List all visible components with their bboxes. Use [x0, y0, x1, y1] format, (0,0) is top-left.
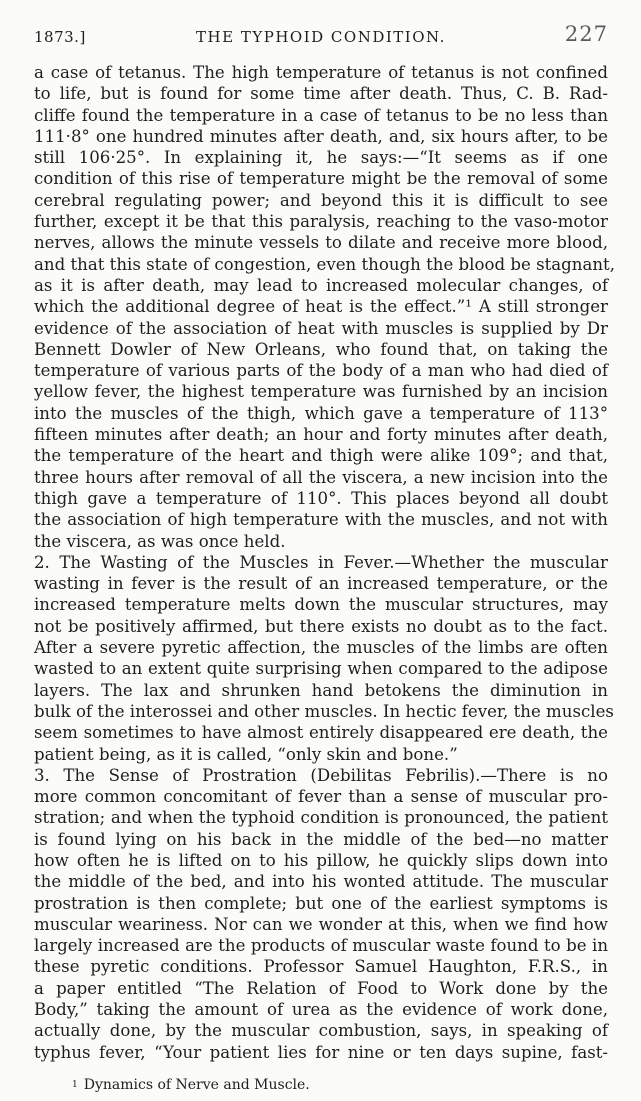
text-line: temperature of various parts of the body of a man who had died of — [34, 361, 608, 381]
text-line: not be positively affirmed, but there exists no doubt as to the fact. — [34, 616, 608, 636]
text-line: Body,” taking the amount of urea as the evidence of work done, — [34, 1000, 608, 1020]
text-line: Bennett Dowler of New Orleans, who found that, on taking the — [34, 339, 608, 359]
text-line: the middle of the bed, and into his wonted attitude. The muscular — [34, 872, 608, 892]
running-head — [34, 22, 608, 52]
text-line: thigh gave a temperature of 110°. This places beyond all doubt — [34, 488, 608, 508]
text-line: bulk of the interossei and other muscles. In hectic fever, the muscles — [34, 701, 614, 721]
text-line: 2. The Wasting of the Muscles in Fever.—Whether the muscular — [34, 552, 608, 572]
text-line: a case of tetanus. The high temperature of tetanus is not confined — [34, 63, 608, 82]
text-line: three hours after removal of all the viscera, a new incision into the — [34, 467, 608, 487]
text-line: cerebral regulating power; and beyond this it is difficult to see — [34, 190, 608, 210]
text-line: cliffe found the temperature in a case of tetanus to be no less than — [34, 105, 608, 125]
text-line: to life, but is found for some time after death. Thus, C. B. Rad- — [34, 84, 608, 104]
text-line: fifteen minutes after death; an hour and forty minutes after death, — [34, 425, 608, 445]
text-line: 3. The Sense of Prostration (Debilitas Febrilis).—There is no — [34, 765, 608, 785]
text-line: 111·8° one hundred minutes after death, and, six hours after, to be — [34, 126, 608, 146]
text-line: a paper entitled “The Relation of Food to Work done by the — [34, 978, 608, 998]
text-line: increased temperature melts down the muscular structures, may — [34, 595, 608, 615]
footnote — [34, 1076, 608, 1094]
text-line: actually done, by the muscular combustion, says, in speaking of — [34, 1021, 608, 1041]
text-line: evidence of the association of heat with muscles is supplied by Dr — [34, 318, 608, 338]
text-line: further, except it be that this paralysis, reaching to the vaso-motor — [34, 212, 608, 232]
text-line: the viscera, as was once held. — [34, 531, 286, 551]
text-line: these pyretic conditions. Professor Samuel Haughton, F.R.S., in — [34, 957, 608, 977]
text-line: seem sometimes to have almost entirely disappeared ere death, the — [34, 723, 608, 743]
text-line: stration; and when the typhoid condition is pronounced, the patient — [34, 808, 608, 828]
text-line: yellow fever, the highest temperature was furnished by an incision — [34, 382, 608, 402]
text-line: more common concomitant of fever than a sense of muscular pro- — [34, 787, 608, 807]
text-line: the temperature of the heart and thigh were alike 109°; and that, — [34, 446, 608, 466]
running-head-title: THE TYPHOID CONDITION. — [196, 28, 446, 46]
text-line: as it is after death, may lead to increased molecular changes, of — [34, 275, 608, 295]
text-line: and that this state of congestion, even though the blood be stagnant, — [34, 254, 615, 274]
text-line: is found lying on his back in the middle of the bed—no matter — [34, 829, 608, 849]
footnote-marker: 1 — [72, 1080, 78, 1090]
text-line: still 106·25°. In explaining it, he says:—“It seems as if one — [34, 148, 608, 168]
text-line: prostration is then complete; but one of the earliest symptoms is — [34, 893, 608, 913]
running-head-year: 1873.] — [34, 28, 86, 46]
text-line: muscular weariness. Nor can we wonder at this, when we find how — [34, 914, 608, 934]
footnote-text: Dynamics of Nerve and Muscle. — [83, 1077, 310, 1093]
text-line: wasting in fever is the result of an increased temperature, or the — [34, 574, 608, 594]
text-line: how often he is lifted on to his pillow, he quickly slips down into — [34, 850, 608, 870]
text-line: nerves, allows the minute vessels to dilate and receive more blood, — [34, 233, 608, 253]
page-number: 227 — [564, 22, 608, 46]
body-text — [34, 62, 615, 1063]
text-line: which the additional degree of heat is the effect.”¹ A still stronger — [34, 297, 608, 317]
text-line: typhus fever, “Your patient lies for nine or ten days supine, fast- — [34, 1042, 608, 1062]
text-line: the association of high temperature with the muscles, and not with — [34, 510, 608, 530]
text-line: After a severe pyretic affection, the muscles of the limbs are often — [34, 638, 608, 658]
text-line: into the muscles of the thigh, which gave a temperature of 113° — [34, 403, 608, 423]
text-line: condition of this rise of temperature might be the removal of some — [34, 169, 608, 189]
text-line: largely increased are the products of muscular waste found to be in — [34, 936, 608, 956]
text-line: patient being, as it is called, “only skin and bone.” — [34, 744, 458, 764]
text-line: wasted to an extent quite surprising when compared to the adipose — [34, 659, 608, 679]
text-line: layers. The lax and shrunken hand betokens the diminution in — [34, 680, 608, 700]
